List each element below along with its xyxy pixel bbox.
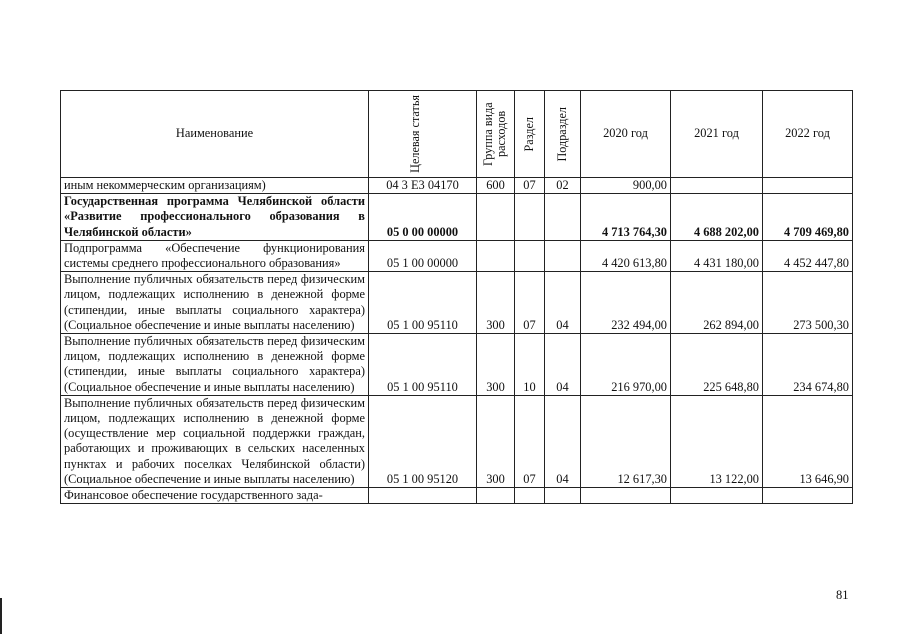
row-value-2022: 273 500,30	[763, 272, 853, 334]
row-target-article	[369, 488, 477, 504]
row-section: 10	[515, 334, 545, 396]
page-number: 81	[836, 588, 849, 602]
row-section	[515, 194, 545, 241]
row-expense-group	[477, 240, 515, 271]
row-name: Выполнение публичных обязательств перед физическим лицом, подлежащих исполнению в денежной форме (осуществление мер социальной поддержки граждан, работающих и проживающих в сельских населенных пунктах и рабочих поселках Челябинской области) (Социальное обеспечение и иные выплаты населению)	[61, 395, 369, 487]
row-target-article: 05 1 00 95120	[369, 395, 477, 487]
header-expense-group: Группа вида расходов	[477, 91, 515, 178]
table-row	[61, 334, 853, 396]
row-subsection: 02	[545, 178, 581, 194]
row-value-2022	[763, 488, 853, 504]
row-section: 07	[515, 395, 545, 487]
row-value-2020: 4 713 764,30	[581, 194, 671, 241]
row-value-2021: 225 648,80	[671, 334, 763, 396]
row-section	[515, 240, 545, 271]
header-target-article: Целевая статья	[369, 91, 477, 178]
table-row	[61, 240, 853, 271]
row-target-article: 05 1 00 95110	[369, 334, 477, 396]
row-name: Государственная программа Челябинской области «Развитие профессионального образования в Челябинской области»	[61, 194, 369, 241]
row-subsection: 04	[545, 272, 581, 334]
row-name: иным некоммерческим организациям)	[61, 178, 369, 194]
row-subsection	[545, 488, 581, 504]
row-value-2020: 900,00	[581, 178, 671, 194]
row-value-2021	[671, 178, 763, 194]
header-name: Наименование	[61, 91, 369, 178]
row-subsection	[545, 194, 581, 241]
scan-edge-mark	[0, 598, 2, 634]
row-value-2022: 4 709 469,80	[763, 194, 853, 241]
row-value-2022: 234 674,80	[763, 334, 853, 396]
row-section: 07	[515, 178, 545, 194]
row-expense-group: 300	[477, 334, 515, 396]
row-target-article: 04 3 E3 04170	[369, 178, 477, 194]
row-section: 07	[515, 272, 545, 334]
row-value-2022: 4 452 447,80	[763, 240, 853, 271]
table-row	[61, 178, 853, 194]
row-value-2021: 13 122,00	[671, 395, 763, 487]
row-value-2021	[671, 488, 763, 504]
row-value-2021: 262 894,00	[671, 272, 763, 334]
row-target-article: 05 1 00 00000	[369, 240, 477, 271]
row-name: Выполнение публичных обязательств перед физическим лицом, подлежащих исполнению в денежной форме (стипендии, иные выплаты социального характера) (Социальное обеспечение и иные выплаты населению)	[61, 334, 369, 396]
header-year-2020: 2020 год	[581, 91, 671, 178]
row-value-2021: 4 688 202,00	[671, 194, 763, 241]
row-section	[515, 488, 545, 504]
row-value-2020: 232 494,00	[581, 272, 671, 334]
row-target-article: 05 1 00 95110	[369, 272, 477, 334]
row-expense-group	[477, 194, 515, 241]
row-value-2020: 216 970,00	[581, 334, 671, 396]
row-value-2022: 13 646,90	[763, 395, 853, 487]
table-row	[61, 488, 853, 504]
row-subsection: 04	[545, 334, 581, 396]
row-value-2020: 4 420 613,80	[581, 240, 671, 271]
row-name: Выполнение публичных обязательств перед физическим лицом, подлежащих исполнению в денежной форме (стипендии, иные выплаты социального характера) (Социальное обеспечение и иные выплаты населению)	[61, 272, 369, 334]
row-value-2021: 4 431 180,00	[671, 240, 763, 271]
table-row	[61, 395, 853, 487]
table-row	[61, 272, 853, 334]
header-row	[61, 91, 853, 178]
table-row	[61, 194, 853, 241]
row-subsection	[545, 240, 581, 271]
row-subsection: 04	[545, 395, 581, 487]
budget-table	[60, 90, 853, 504]
row-name: Финансовое обеспечение государственного зада-	[61, 488, 369, 504]
row-value-2020	[581, 488, 671, 504]
row-expense-group: 300	[477, 272, 515, 334]
row-expense-group	[477, 488, 515, 504]
row-name: Подпрограмма «Обеспечение функционирования системы среднего профессионального образования»	[61, 240, 369, 271]
row-expense-group: 300	[477, 395, 515, 487]
header-year-2021: 2021 год	[671, 91, 763, 178]
row-value-2020: 12 617,30	[581, 395, 671, 487]
header-section: Раздел	[515, 91, 545, 178]
row-expense-group: 600	[477, 178, 515, 194]
header-year-2022: 2022 год	[763, 91, 853, 178]
header-subsection: Подраздел	[545, 91, 581, 178]
row-value-2022	[763, 178, 853, 194]
row-target-article: 05 0 00 00000	[369, 194, 477, 241]
